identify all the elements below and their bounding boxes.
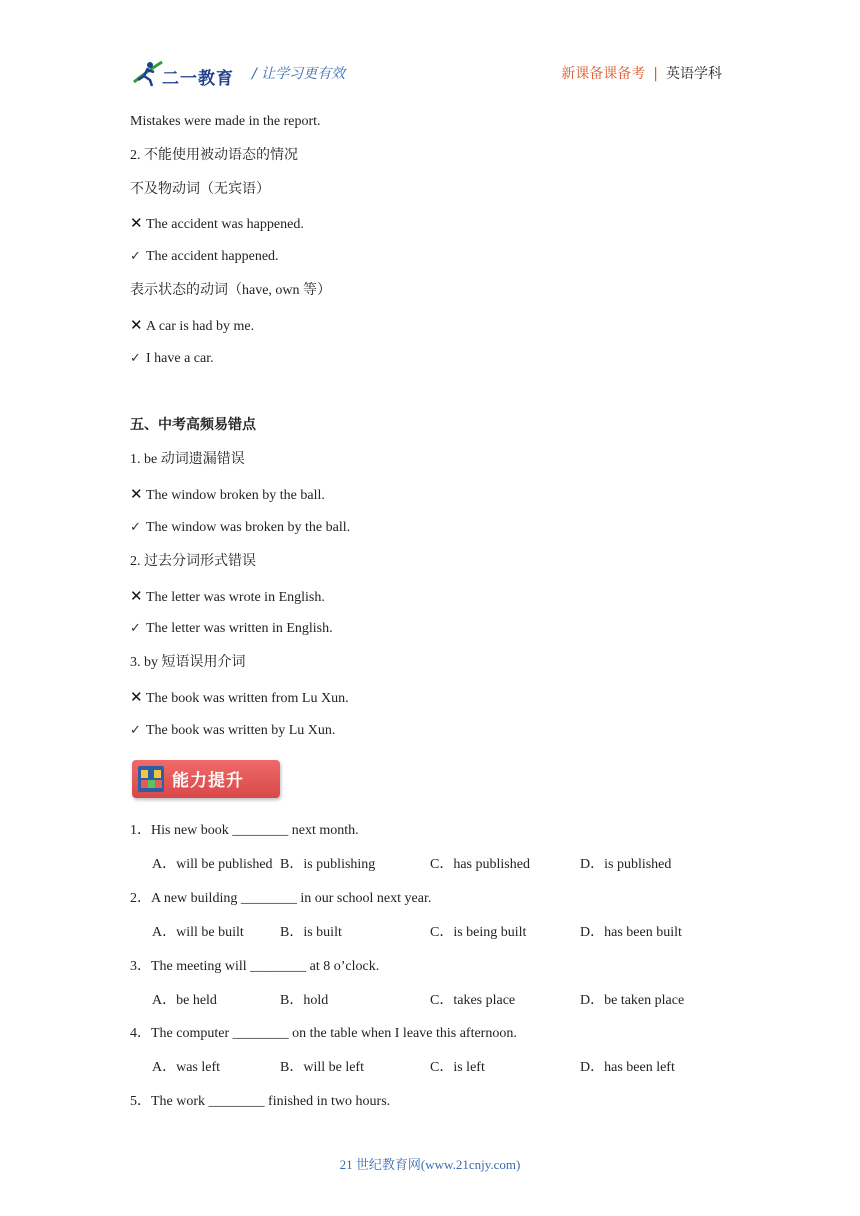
- text-line: [130, 451, 245, 469]
- answer-option: C．is being built: [430, 925, 527, 940]
- answer-option: D．is published: [580, 857, 672, 872]
- text-line: [130, 147, 298, 165]
- text-line: [130, 688, 349, 708]
- slogan: / 让学习更有效: [252, 66, 346, 82]
- check-mark-icon: ✓: [130, 351, 141, 366]
- line-text: The accident happened.: [146, 249, 279, 264]
- line-text: The accident was happened.: [146, 217, 304, 232]
- building-blocks-icon: [138, 766, 164, 792]
- line-text: The book was written from Lu Xun.: [146, 691, 349, 706]
- line-text: 3. by 短语误用介词: [130, 655, 246, 670]
- text-line: [130, 519, 350, 537]
- text-line: [130, 722, 335, 740]
- answer-option: C．takes place: [430, 993, 516, 1008]
- text-line: [130, 620, 333, 638]
- text-line: [130, 282, 331, 300]
- line-text: 五、中考高频易错点: [130, 418, 256, 433]
- question-stem: 5．The work ________ finished in two hours.: [130, 1094, 391, 1109]
- banner-label: 能力提升: [172, 771, 244, 791]
- question-stem: 3．The meeting will ________ at 8 o’clock.: [130, 959, 380, 974]
- logo-text: 二一教育: [162, 69, 234, 89]
- wrong-mark-icon: ✕: [130, 587, 143, 605]
- text-line: [130, 485, 325, 505]
- text-line: [130, 248, 279, 266]
- brand-logo: [132, 58, 250, 88]
- answer-option: B．is built: [280, 925, 342, 940]
- wrong-mark-icon: ✕: [130, 214, 143, 232]
- check-mark-icon: ✓: [130, 723, 141, 738]
- question-stem: 2．A new building ________ in our school next year.: [130, 891, 432, 906]
- header-separator: |: [653, 66, 658, 82]
- check-mark-icon: ✓: [130, 621, 141, 636]
- text-line: [130, 113, 321, 131]
- line-text: 1. be 动词遗漏错误: [130, 452, 245, 467]
- line-text: 2. 过去分词形式错误: [130, 554, 256, 569]
- header-course: 新课备课备考: [561, 66, 646, 82]
- line-text: I have a car.: [146, 351, 214, 366]
- line-text: A car is had by me.: [146, 319, 255, 334]
- answer-option: A．was left: [152, 1060, 221, 1075]
- line-text: 2. 不能使用被动语态的情况: [130, 148, 298, 163]
- text-line: [130, 214, 304, 234]
- answer-option: D．be taken place: [580, 993, 685, 1008]
- line-text: The letter was written in English.: [146, 621, 333, 636]
- answer-option: B．will be left: [280, 1060, 364, 1075]
- question-stem: 4．The computer ________ on the table when I leave this afternoon.: [130, 1026, 517, 1041]
- wrong-mark-icon: ✕: [130, 485, 143, 503]
- text-line: [130, 181, 270, 199]
- answer-option: A．be held: [152, 993, 217, 1008]
- header-subject: [561, 63, 722, 83]
- text-line: [130, 587, 325, 607]
- answer-option: C．has published: [430, 857, 530, 872]
- line-text: The window broken by the ball.: [146, 488, 325, 503]
- page-header: [0, 0, 860, 100]
- answer-option: A．will be built: [152, 925, 244, 940]
- answer-option: D．has been left: [580, 1060, 675, 1075]
- question-stem: 1．His new book ________ next month.: [130, 823, 359, 838]
- section-heading: [130, 417, 256, 435]
- line-text: 不及物动词（无宾语）: [130, 182, 270, 197]
- line-text: 表示状态的动词（have, own 等）: [130, 283, 332, 298]
- runner-icon: [132, 58, 164, 88]
- header-subject-label: 英语学科: [666, 66, 722, 82]
- check-mark-icon: ✓: [130, 249, 141, 264]
- answer-option: C．is left: [430, 1060, 485, 1075]
- section-banner: [132, 760, 280, 798]
- text-line: [130, 553, 256, 571]
- page-footer: 21 世纪教育网(www.21cnjy.com): [339, 1157, 521, 1172]
- wrong-mark-icon: ✕: [130, 688, 143, 706]
- answer-option: D．has been built: [580, 925, 682, 940]
- line-text: Mistakes were made in the report.: [130, 114, 321, 129]
- answer-option: A．will be published: [152, 857, 273, 872]
- line-text: The letter was wrote in English.: [146, 590, 325, 605]
- text-line: [130, 350, 214, 368]
- line-text: The window was broken by the ball.: [146, 520, 351, 535]
- answer-option: B．hold: [280, 993, 329, 1008]
- text-line: [130, 654, 246, 672]
- check-mark-icon: ✓: [130, 520, 141, 535]
- text-line: [130, 316, 254, 336]
- answer-option: B．is publishing: [280, 857, 376, 872]
- wrong-mark-icon: ✕: [130, 316, 143, 334]
- line-text: The book was written by Lu Xun.: [146, 723, 336, 738]
